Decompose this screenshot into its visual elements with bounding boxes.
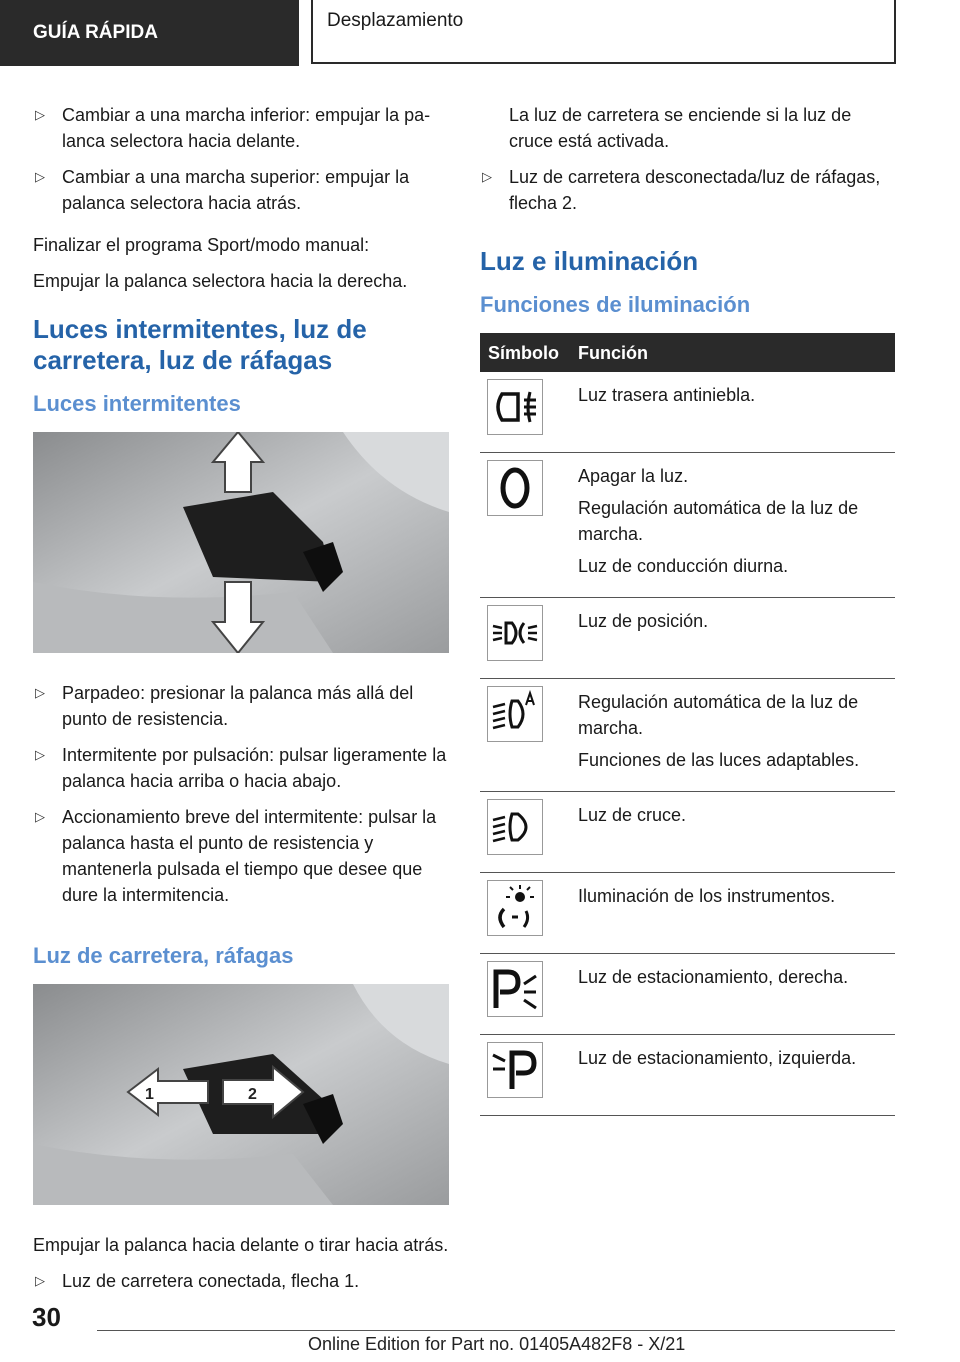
list-item: ▷ Intermitente por pulsación: pulsar ligeramente la palanca hacia arriba o hacia abajo.	[33, 742, 449, 794]
chapter-tab	[311, 0, 896, 64]
page-header	[0, 0, 960, 66]
table-row	[480, 954, 895, 1035]
subsection-heading: Luces intermitentes	[33, 391, 241, 416]
right-column	[480, 102, 895, 1116]
footer-divider	[97, 1330, 895, 1331]
list-item: ▷ Luz de carretera desconectada/luz de ráfagas, flecha 2.	[480, 164, 895, 216]
bullet-triangle-icon: ▷	[35, 169, 45, 184]
bullet-triangle-icon: ▷	[35, 685, 45, 700]
function-text: Funciones de las luces adaptables.	[578, 750, 860, 770]
list-item: ▷ Accionamiento breve del intermitente: pulsar la palanca hasta el punto de resistencia y mantenerla pulsada el tiempo que desee que dure la intermitencia.	[33, 804, 449, 908]
bullet-triangle-icon: ▷	[35, 747, 45, 762]
list-item: ▷ Luz de carretera conectada, flecha 1.	[33, 1268, 449, 1294]
turn-signal-lever-image	[33, 432, 449, 653]
function-text: Luz de conducción diurna.	[578, 556, 789, 576]
parking-light-icon	[487, 605, 543, 661]
function-text: Iluminación de los instrumentos.	[578, 886, 836, 906]
lighting-functions-table	[480, 333, 895, 1116]
table-row	[480, 873, 895, 954]
left-column	[33, 102, 449, 1304]
function-text: Luz de estacionamiento, izquierda.	[578, 1048, 857, 1068]
list-item: ▷ Cambiar a una marcha superior: empujar la palanca selectora hacia atrás.	[33, 164, 449, 216]
list-item: ▷ Cambiar a una marcha inferior: empujar la palanca selectora hacia delante.	[33, 102, 449, 154]
table-header-row	[480, 333, 895, 372]
bullet-triangle-icon: ▷	[35, 107, 45, 122]
chapter-title: Desplazamiento	[327, 10, 464, 31]
rear-fog-light-icon	[487, 379, 543, 435]
section-heading: Luces intermitentes, luz de carretera, luz de ráfagas	[33, 314, 367, 375]
function-text: Luz trasera antiniebla.	[578, 385, 756, 405]
bullet-triangle-icon: ▷	[35, 1273, 45, 1288]
column-header-symbol: Símbolo	[480, 333, 570, 372]
function-text: Apagar la luz.	[578, 466, 689, 486]
table-row	[480, 598, 895, 679]
column-header-function: Función	[570, 333, 895, 372]
section-tab: GUÍA RÁPIDA	[0, 0, 299, 66]
instrument-lighting-icon	[487, 880, 543, 936]
bullet-triangle-icon: ▷	[482, 169, 492, 184]
table-row	[480, 372, 895, 453]
arrow-label-2: 2	[248, 1086, 257, 1103]
page-number: 30	[32, 1302, 61, 1332]
function-text: Regulación automática de la luz de marcha.	[578, 692, 859, 738]
auto-headlight-icon	[487, 686, 543, 742]
light-off-icon	[487, 460, 543, 516]
low-beam-icon	[487, 799, 543, 855]
bullet-triangle-icon: ▷	[35, 809, 45, 824]
page-footer	[0, 1290, 960, 1362]
edition-text: Online Edition for Part no. 01405A482F8 - X/21	[308, 1334, 686, 1354]
arrow-label-1: 1	[145, 1086, 154, 1103]
function-text: Luz de cruce.	[578, 805, 687, 825]
table-row	[480, 1035, 895, 1116]
list-item: ▷ Parpadeo: presionar la palanca más allá del punto de resistencia.	[33, 680, 449, 732]
function-text: Luz de estacionamiento, derecha.	[578, 967, 849, 987]
table-row	[480, 792, 895, 873]
table-row	[480, 679, 895, 792]
subsection-heading: Luz de carretera, ráfagas	[33, 943, 294, 968]
table-row	[480, 453, 895, 598]
list-item-continuation: La luz de carretera se enciende si la luz de cruce está activada.	[509, 105, 852, 151]
function-text: Luz de posición.	[578, 611, 709, 631]
function-text: Regulación automática de la luz de marcha.	[578, 498, 859, 544]
section-heading: Luz e iluminación	[480, 246, 699, 276]
paragraph: Empujar la palanca selectora hacia la derecha.	[33, 271, 408, 291]
high-beam-lever-image	[33, 984, 449, 1205]
parking-left-icon	[487, 1042, 543, 1098]
subsection-heading: Funciones de iluminación	[480, 292, 751, 317]
parking-right-icon	[487, 961, 543, 1017]
paragraph: Finalizar el programa Sport/modo manual:	[33, 235, 370, 255]
paragraph: Empujar la palanca hacia delante o tirar hacia atrás.	[33, 1235, 449, 1255]
